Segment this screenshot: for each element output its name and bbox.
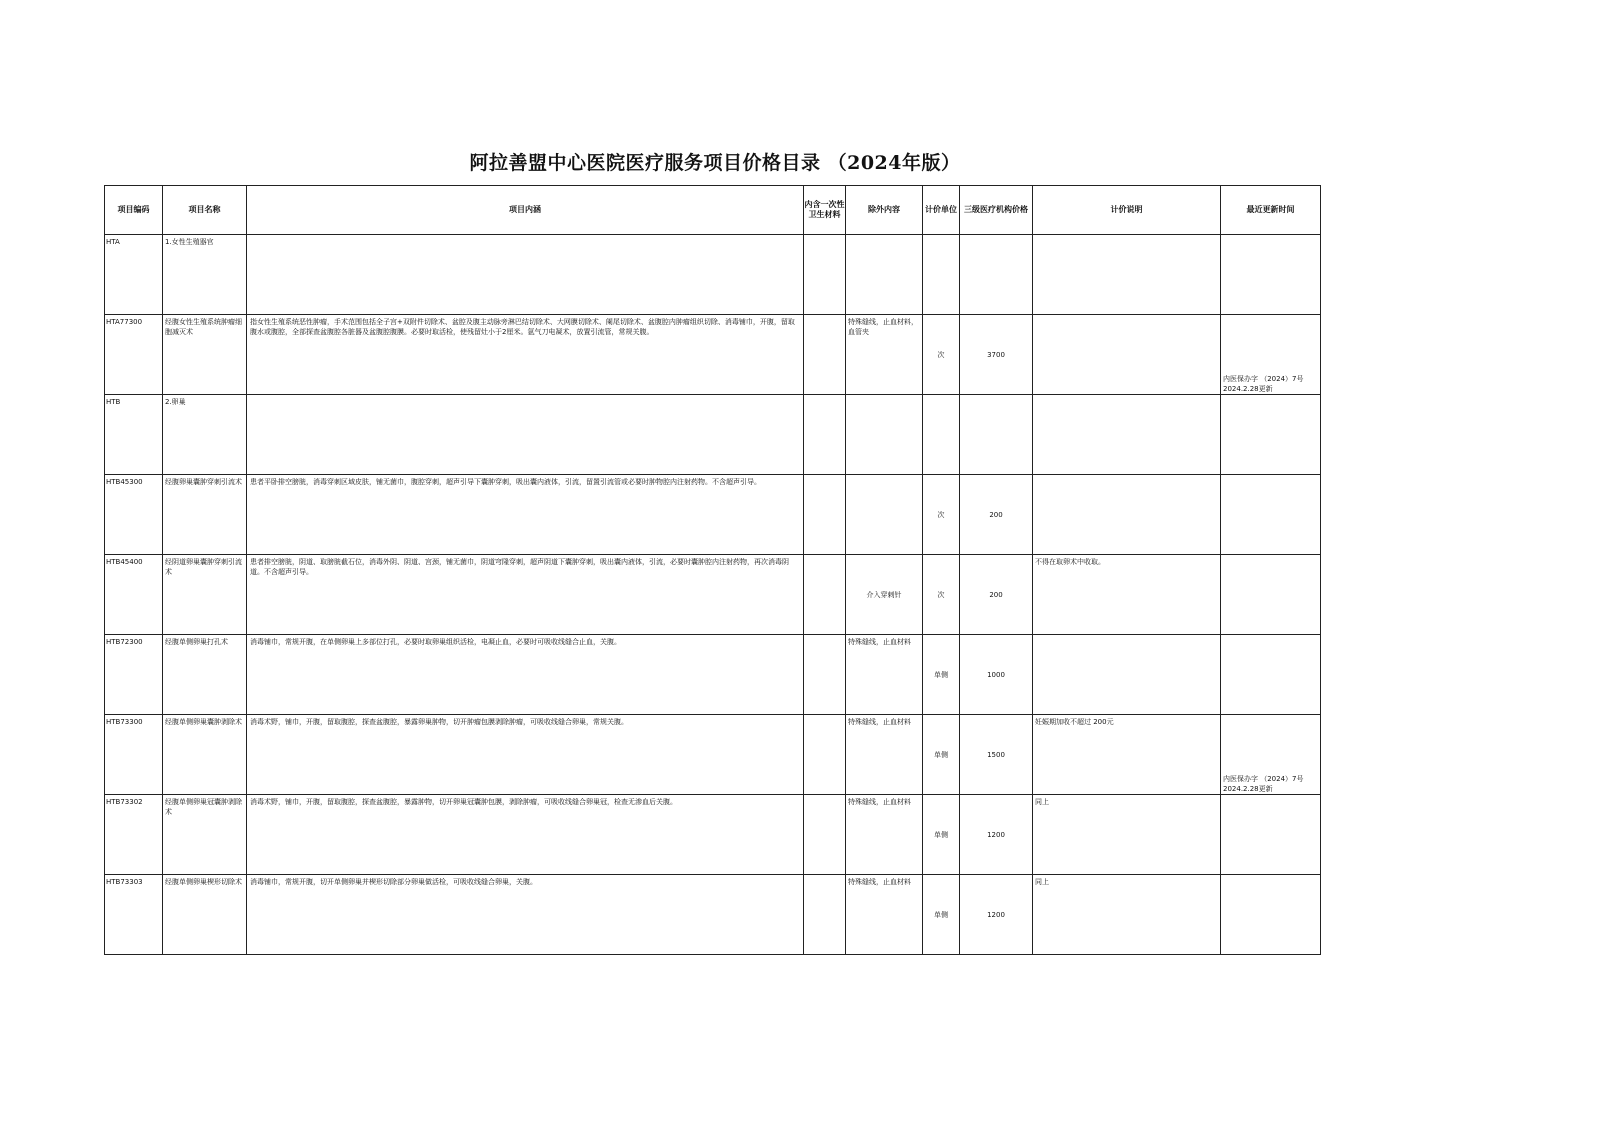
cell-consumable [804, 715, 846, 795]
cell-note: 同上 [1033, 875, 1221, 955]
cell-price: 1200 [960, 875, 1033, 955]
cell-note [1033, 235, 1221, 315]
cell-price: 1200 [960, 795, 1033, 875]
table-row [105, 235, 1321, 315]
price-table [104, 185, 1321, 955]
cell-updated: 内医保办字 （2024）7号 2024.2.28更新 [1221, 315, 1321, 395]
cell-code: HTB45400 [105, 555, 163, 635]
cell-price: 1000 [960, 635, 1033, 715]
cell-price [960, 395, 1033, 475]
cell-name: 经腹女性生殖系统肿瘤细胞减灭术 [163, 315, 247, 395]
cell-content [247, 235, 804, 315]
cell-note: 同上 [1033, 795, 1221, 875]
cell-name: 经腹单侧卵巢打孔术 [163, 635, 247, 715]
cell-unit: 单侧 [923, 795, 960, 875]
cell-name: 2.卵巢 [163, 395, 247, 475]
cell-updated [1221, 875, 1321, 955]
cell-price: 1500 [960, 715, 1033, 795]
cell-name: 1.女性生殖器官 [163, 235, 247, 315]
cell-unit: 单侧 [923, 875, 960, 955]
cell-exclude [846, 395, 923, 475]
cell-code: HTB73300 [105, 715, 163, 795]
cell-consumable [804, 475, 846, 555]
cell-updated [1221, 555, 1321, 635]
cell-exclude: 特殊缝线，止血材料 [846, 795, 923, 875]
table-row [105, 715, 1321, 795]
cell-updated: 内医保办字 （2024）7号 2024.2.28更新 [1221, 715, 1321, 795]
cell-exclude: 特殊缝线，止血材料 [846, 715, 923, 795]
cell-note: 妊娠期加收不超过 200元 [1033, 715, 1221, 795]
cell-exclude [846, 475, 923, 555]
cell-name: 经腹单侧卵巢楔形切除术 [163, 875, 247, 955]
header-code: 项目编码 [105, 186, 163, 235]
cell-exclude: 特殊缝线，止血材料 [846, 875, 923, 955]
cell-unit: 单侧 [923, 715, 960, 795]
cell-consumable [804, 555, 846, 635]
cell-note [1033, 475, 1221, 555]
cell-content: 指女性生殖系统恶性肿瘤，手术范围包括全子宫+双附件切除术、盆腔及腹主动脉旁淋巴结切除术、大网膜切除术、阑尾切除术、盆腹腔内肿瘤组织切除、消毒铺巾，开腹，留取腹水或腹腔，全部探查盆腹腔各脏器及盆腹腔腹膜。必要时取活检，使残留灶小于2厘米。氩气刀电凝术，放置引流管，常规关腹。 [247, 315, 804, 395]
cell-name: 经阴道卵巢囊肿穿刺引流术 [163, 555, 247, 635]
cell-consumable [804, 315, 846, 395]
cell-content: 消毒铺巾，常规开腹，在单侧卵巢上多部位打孔，必要时取卵巢组织活检，电凝止血，必要时可吸收线缝合止血，关腹。 [247, 635, 804, 715]
table-row [105, 475, 1321, 555]
cell-name: 经腹单侧卵巢囊肿剥除术 [163, 715, 247, 795]
cell-code: HTA77300 [105, 315, 163, 395]
header-content: 项目内涵 [247, 186, 804, 235]
cell-unit: 次 [923, 315, 960, 395]
cell-price [960, 235, 1033, 315]
cell-code: HTB [105, 395, 163, 475]
header-consumable: 内含一次性卫生材料 [804, 186, 846, 235]
cell-unit: 次 [923, 475, 960, 555]
cell-unit: 次 [923, 555, 960, 635]
cell-note: 不得在取卵术中收取。 [1033, 555, 1221, 635]
cell-note [1033, 315, 1221, 395]
cell-code: HTA [105, 235, 163, 315]
header-exclude: 除外内容 [846, 186, 923, 235]
cell-note [1033, 395, 1221, 475]
cell-name: 经腹单侧卵巢冠囊肿剥除术 [163, 795, 247, 875]
cell-content [247, 395, 804, 475]
cell-unit: 单侧 [923, 635, 960, 715]
cell-content: 患者排空膀胱，阴道、取膀胱截石位，消毒外阴、阴道、宫颈，铺无菌巾，阴道穹隆穿刺，超声阴道下囊肿穿刺，吸出囊内液体，引流，必要时囊肿腔内注射药物，再次消毒阴道。不含超声引导。 [247, 555, 804, 635]
header-row [105, 186, 1321, 235]
header-updated: 最近更新时间 [1221, 186, 1321, 235]
cell-content: 消毒铺巾，常规开腹，切开单侧卵巢并楔形切除部分卵巢做活检，可吸收线缝合卵巢，关腹。 [247, 875, 804, 955]
cell-content: 消毒术野，铺巾，开腹，留取腹腔，探查盆腹腔，暴露肿物，切开卵巢冠囊肿包膜，剥除肿瘤，可吸收线缝合卵巢冠，检查无渗血后关腹。 [247, 795, 804, 875]
cell-name: 经腹卵巢囊肿穿刺引流术 [163, 475, 247, 555]
cell-content: 消毒术野，铺巾，开腹，留取腹腔，探查盆腹腔，暴露卵巢肿物，切开肿瘤包膜剥除肿瘤，可吸收线缝合卵巢，常规关腹。 [247, 715, 804, 795]
cell-note [1033, 635, 1221, 715]
cell-updated [1221, 395, 1321, 475]
cell-price: 200 [960, 475, 1033, 555]
table-row [105, 635, 1321, 715]
cell-consumable [804, 635, 846, 715]
cell-code: HTB72300 [105, 635, 163, 715]
table-row [105, 875, 1321, 955]
cell-consumable [804, 875, 846, 955]
cell-exclude: 介入穿刺针 [846, 555, 923, 635]
table-row [105, 555, 1321, 635]
cell-consumable [804, 795, 846, 875]
header-name: 项目名称 [163, 186, 247, 235]
cell-consumable [804, 235, 846, 315]
document-title: 阿拉善盟中心医院医疗服务项目价格目录 （2024年版） [469, 152, 961, 174]
table-row [105, 795, 1321, 875]
cell-content: 患者平卧排空膀胱，消毒穿刺区域皮肤，铺无菌巾，腹腔穿刺，超声引导下囊肿穿刺，吸出囊内液体，引流，留置引流管或必要时肿物腔内注射药物。不含超声引导。 [247, 475, 804, 555]
cell-code: HTB73302 [105, 795, 163, 875]
cell-unit [923, 235, 960, 315]
cell-updated [1221, 235, 1321, 315]
cell-price: 3700 [960, 315, 1033, 395]
cell-updated [1221, 635, 1321, 715]
table-row [105, 395, 1321, 475]
cell-exclude: 特殊缝线，止血材料 [846, 635, 923, 715]
table-row [105, 315, 1321, 395]
cell-exclude: 特殊缝线，止血材料，血管夹 [846, 315, 923, 395]
cell-exclude [846, 235, 923, 315]
cell-unit [923, 395, 960, 475]
cell-price: 200 [960, 555, 1033, 635]
header-unit: 计价单位 [923, 186, 960, 235]
cell-consumable [804, 395, 846, 475]
header-note: 计价说明 [1033, 186, 1221, 235]
cell-code: HTB73303 [105, 875, 163, 955]
cell-code: HTB45300 [105, 475, 163, 555]
cell-updated [1221, 475, 1321, 555]
header-price: 三级医疗机构价格 [960, 186, 1033, 235]
cell-updated [1221, 795, 1321, 875]
